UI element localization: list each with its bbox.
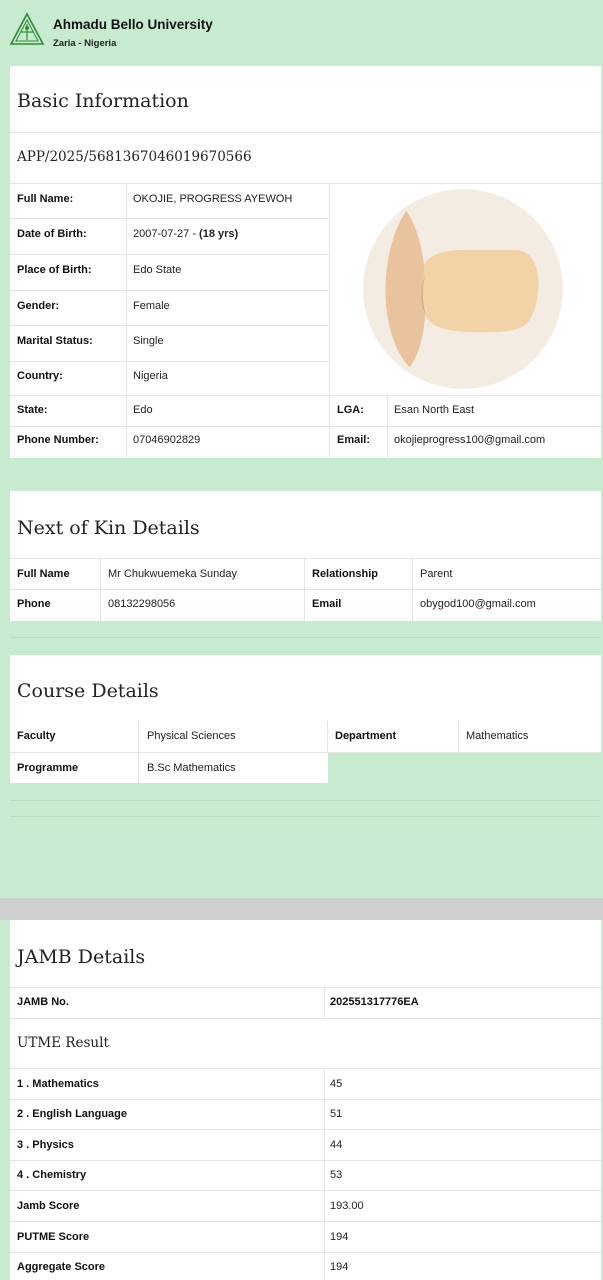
state-label: State: xyxy=(17,404,48,416)
aggregate-score-value: 194 xyxy=(330,1261,349,1273)
email-value: okojieprogress100@gmail.com xyxy=(394,434,546,446)
dob-age: (18 yrs) xyxy=(199,228,239,240)
university-location: Zaria - Nigeria xyxy=(53,38,117,49)
dob-date: 2007-07-27 - xyxy=(133,228,200,240)
programme-value: B.Sc Mathematics xyxy=(147,762,236,774)
lga-label: LGA: xyxy=(337,404,364,416)
kin-email-value: obygod100@gmail.com xyxy=(420,598,536,610)
gender-value: Female xyxy=(133,300,170,312)
university-name: Ahmadu Bello University xyxy=(53,17,213,32)
kin-name-label: Full Name xyxy=(17,568,70,580)
course-details-row-1 xyxy=(10,721,601,752)
kin-relationship-value: Parent xyxy=(420,568,453,580)
kin-name-value: Mr Chukwuemeka Sunday xyxy=(108,568,238,580)
basic-info-card xyxy=(10,66,601,458)
kin-phone-value: 08132298056 xyxy=(108,598,176,610)
utme-subject-score: 45 xyxy=(330,1078,343,1090)
lga-value: Esan North East xyxy=(394,404,475,416)
email-label: Email: xyxy=(337,434,371,446)
faculty-value: Physical Sciences xyxy=(147,730,236,742)
faculty-label: Faculty xyxy=(17,730,56,742)
putme-score-value: 194 xyxy=(330,1231,349,1243)
full-name-value: OKOJIE, PROGRESS AYEWOH xyxy=(133,193,293,205)
jamb-details-card xyxy=(10,920,601,1280)
department-value: Mathematics xyxy=(466,730,529,742)
kin-phone-label: Phone xyxy=(17,598,51,610)
section-divider xyxy=(0,898,603,920)
place-of-birth-label: Place of Birth: xyxy=(17,264,92,276)
full-name-label: Full Name: xyxy=(17,193,74,205)
university-logo-icon xyxy=(9,12,45,48)
application-id: APP/2025/5681367046019670566 xyxy=(17,149,252,165)
country-value: Nigeria xyxy=(133,370,168,382)
utme-subject-label: 1 . Mathematics xyxy=(17,1078,99,1090)
kin-email-label: Email xyxy=(312,598,342,610)
putme-score-label: PUTME Score xyxy=(17,1231,90,1243)
phone-value: 07046902829 xyxy=(133,434,201,446)
jamb-no-label: JAMB No. xyxy=(17,996,69,1008)
country-label: Country: xyxy=(17,370,63,382)
state-value: Edo xyxy=(133,404,153,416)
dob-value xyxy=(133,228,238,240)
department-label: Department xyxy=(335,730,397,742)
marital-status-label: Marital Status: xyxy=(17,335,93,347)
utme-subject-label: 4 . Chemistry xyxy=(17,1169,87,1181)
course-details-row-2 xyxy=(10,753,328,783)
gender-label: Gender: xyxy=(17,300,60,312)
marital-status-value: Single xyxy=(133,335,164,347)
place-of-birth-value: Edo State xyxy=(133,264,182,276)
dob-label: Date of Birth: xyxy=(17,228,87,240)
basic-info-title: Basic Information xyxy=(17,90,189,112)
next-of-kin-card xyxy=(10,491,601,621)
utme-subject-label: 3 . Physics xyxy=(17,1139,74,1151)
programme-label: Programme xyxy=(17,762,79,774)
utme-subject-label: 2 . English Language xyxy=(17,1108,128,1120)
utme-subject-score: 53 xyxy=(330,1169,343,1181)
jamb-no-value: 202551317776EA xyxy=(330,996,419,1008)
jamb-score-label: Jamb Score xyxy=(17,1200,80,1212)
page-header xyxy=(0,0,603,66)
aggregate-score-label: Aggregate Score xyxy=(17,1261,106,1273)
course-details-card xyxy=(10,655,601,721)
utme-subject-score: 44 xyxy=(330,1139,343,1151)
applicant-photo-placeholder-icon xyxy=(360,186,566,392)
jamb-details-title: JAMB Details xyxy=(17,946,146,968)
course-details-title: Course Details xyxy=(17,680,159,702)
phone-label: Phone Number: xyxy=(17,434,99,446)
utme-subject-score: 51 xyxy=(330,1108,343,1120)
utme-result-title: UTME Result xyxy=(17,1035,109,1051)
kin-relationship-label: Relationship xyxy=(312,568,379,580)
next-of-kin-title: Next of Kin Details xyxy=(17,517,200,539)
jamb-score-value: 193.00 xyxy=(330,1200,364,1212)
